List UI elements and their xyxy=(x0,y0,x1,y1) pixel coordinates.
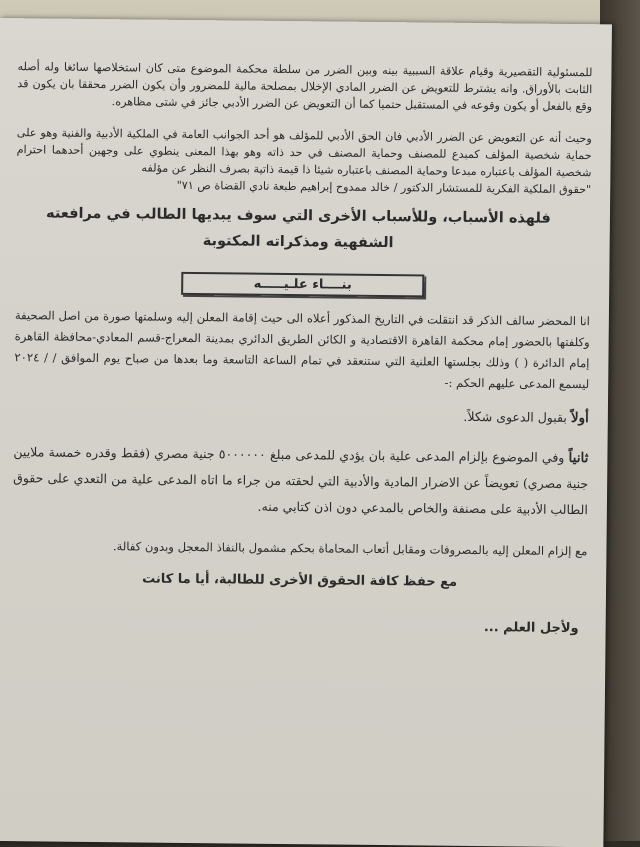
request-first xyxy=(14,400,589,432)
closing-regards: ولأجل العلم ... xyxy=(483,620,579,637)
request-first-text: بقبول الدعوى شكلاً. xyxy=(463,409,567,426)
request-first-label: أولاً xyxy=(570,410,589,427)
request-second xyxy=(13,440,589,524)
boxed-title-wrap xyxy=(15,271,590,300)
document-page xyxy=(0,18,612,847)
reasons-heading: فلهذه الأسباب، وللأسباب الأخرى التي سوف يبديها الطالب في مرافعته الشفهية ومذكراته المكتوبة xyxy=(46,205,551,252)
document-body xyxy=(12,58,593,636)
citation: "حقوق الملكية الفكرية للمستشار الدكتور / خالد ممدوح إبراهيم طبعة نادي القضاة ص ٧١" xyxy=(176,179,592,197)
top-paragraph: للمسئولية التقصيرية وقيام علاقة السببية بينه وبين الضرر من سلطة محكمة الموضوع متى كان استخلاصها سائغا وله أصله الثابت بالأوراق. وانه يشترط للتعويض عن الضرر المادي الإخلال بمصلحة مالية للمضرور وأن يكون الضرر محققا بان يكون قد وقع بالفعل أو يكون وقوعه في المستقبل حتميا كما أن التعويض عن الضرر الأدبي جائز في شتى مظاهره. xyxy=(17,60,593,114)
moral-damage-paragraph: وحيث أنه عن التعويض عن الضرر الأدبي فان الحق الأدبي للمؤلف هو أحد الجوانب العامة في الملكية الأدبية والفنية وهو على حماية شخصية المؤلف كمبدع للمصنف وحماية المصنف في حد ذاته وهو بهذا المعنى ينطوي على وجهين أحدهما احترام شخصية المؤلف باعتباره مبدعا وحماية المصنف باعتباره شيئا ذا قيمة ذاتية بصرف النظر عن مؤلفه xyxy=(16,125,592,180)
rights-reserved: مع حفظ كافة الحقوق الأخرى للطالبة، أيا ما كانت xyxy=(142,571,458,591)
notice-paragraph: انا المحضر سالف الذكر قد انتقلت في التاريخ المذكور أعلاه الى حيث إقامة المعلن إليه وسلمتها صورة من اصل الصحيفة وكلفتها بالحضور إمام محكمة القاهرة الاقتصادية و الكائن الطريق الدائري بمدينة المعراج-قسم المعادي-محافظة القاهرة إمام الدائرة ( ) وذلك بجلستها العلنية التي ستنعقد في تمام الساعة التاسعة وما بعدها من صباح يوم الموافق / / ٢٠٢٤ ليسمع المدعى عليهم الحكم :- xyxy=(14,308,590,392)
boxed-title: بنــــاء علـيـــــه xyxy=(182,272,424,298)
request-second-label: ثانياً xyxy=(568,450,589,467)
fees-paragraph: مع إلزام المعلن إليه بالمصروفات ومقابل أتعاب المحاماة بحكم مشمول بالنفاذ المعجل وبدون كفالة. xyxy=(112,539,588,559)
request-second-text: وفي الموضوع بإلزام المدعى علية بان يؤدي للمدعى مبلغ ٥٠٠٠٠٠٠ جنية مصري (فقط وقدره خمسة ملايين جنية مصري) تعويضاً عن الاضرار المادية والأدبية التي لحقته من جراء ما اتاه المدعى علية من التعدي على حقوق الطالب الأدبية على مصنفة والخاص بالمدعي دون اذن كتابي منه. xyxy=(13,444,589,518)
